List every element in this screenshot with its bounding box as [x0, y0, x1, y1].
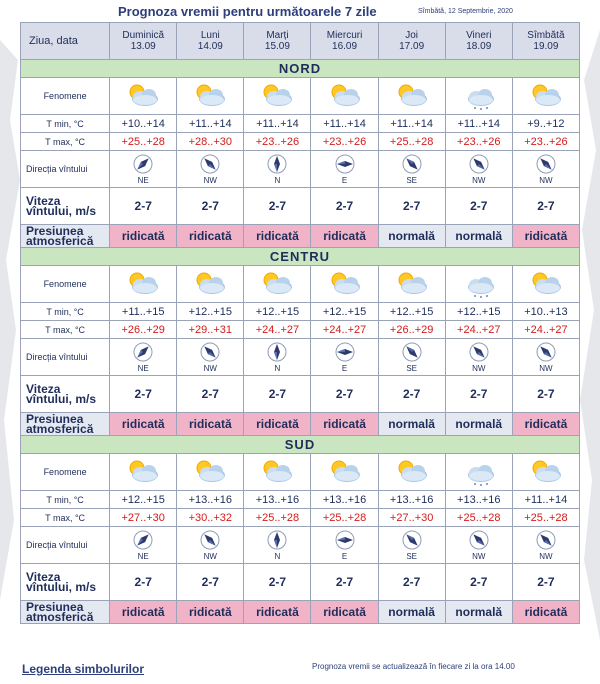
wind-direction-label: NW [472, 364, 486, 373]
wind-direction-cell [177, 339, 244, 376]
tmin-cell: +11..+15 [110, 303, 177, 321]
tmax-cell: +24..+27 [311, 321, 378, 339]
partly-cloudy-icon [392, 457, 432, 487]
partly-cloudy-icon [123, 81, 163, 111]
current-date: Sîmbătă, 12 Septembrie, 2020 [418, 8, 513, 15]
wind-direction-cell [244, 339, 311, 376]
wind-arrow-icon [199, 529, 221, 551]
wind-arrow-icon [199, 153, 221, 175]
wind-direction-cell [110, 151, 177, 188]
row-label: Fenomene [21, 454, 110, 491]
tmin-row [21, 303, 580, 321]
wind-direction-label: SE [406, 176, 417, 185]
tmax-cell: +29..+31 [177, 321, 244, 339]
wind-speed-cell: 2-7 [311, 376, 378, 413]
weather-icon-cell [177, 454, 244, 491]
wind-speed-cell: 2-7 [244, 564, 311, 601]
pressure-cell: ridicată [244, 225, 311, 248]
wind-arrow-icon [401, 341, 423, 363]
weather-icon-cell [445, 454, 512, 491]
weather-icon-cell [445, 266, 512, 303]
pressure-cell: ridicată [110, 601, 177, 624]
region-row [21, 248, 580, 266]
wind-direction-cell [110, 339, 177, 376]
wind-speed-cell: 2-7 [445, 564, 512, 601]
wind-arrow-icon [468, 341, 490, 363]
day-header [378, 23, 445, 60]
tmax-cell: +23..+26 [244, 133, 311, 151]
wind-direction-cell [177, 527, 244, 564]
day-date: 15.09 [264, 41, 290, 52]
wind-arrow-icon [132, 341, 154, 363]
wind-arrow-icon [468, 153, 490, 175]
pressure-cell: normală [378, 601, 445, 624]
row-label: T min, °C [21, 491, 110, 509]
pressure-cell: ridicată [177, 601, 244, 624]
wind-direction-cell [244, 151, 311, 188]
weather-icon-cell [110, 266, 177, 303]
pressure-cell: ridicată [512, 601, 579, 624]
row-label: Viteza vîntului, m/s [21, 188, 110, 225]
day-date: 17.09 [399, 41, 425, 52]
tmin-cell: +13..+16 [378, 491, 445, 509]
cloud-rain-icon [459, 81, 499, 111]
partly-cloudy-icon [190, 457, 230, 487]
wind-arrow-icon [535, 529, 557, 551]
tmax-cell: +25..+28 [512, 509, 579, 527]
wind-arrow-icon [535, 153, 557, 175]
wind-direction-label: NE [137, 176, 149, 185]
tmin-cell: +13..+16 [445, 491, 512, 509]
row-label: T max, °C [21, 133, 110, 151]
page-title: Prognoza vremii pentru următoarele 7 zile [118, 4, 377, 19]
weather-icon-cell [177, 266, 244, 303]
partly-cloudy-icon [123, 269, 163, 299]
row-label: Fenomene [21, 266, 110, 303]
wind-speed-row [21, 564, 580, 601]
pressure-cell: ridicată [512, 413, 579, 436]
tmax-cell: +27..+30 [110, 509, 177, 527]
tmin-cell: +13..+16 [177, 491, 244, 509]
legend-link[interactable]: Legenda simbolurilor [22, 662, 145, 676]
day-header [445, 23, 512, 60]
pressure-cell: normală [445, 225, 512, 248]
tmax-cell: +23..+26 [311, 133, 378, 151]
day-header [244, 23, 311, 60]
wind-speed-cell: 2-7 [445, 376, 512, 413]
page-header [0, 0, 600, 22]
wind-speed-cell: 2-7 [512, 188, 579, 225]
partly-cloudy-icon [190, 81, 230, 111]
wind-speed-cell: 2-7 [244, 376, 311, 413]
wind-arrow-icon [132, 153, 154, 175]
wind-direction-cell [311, 339, 378, 376]
tmax-cell: +23..+26 [445, 133, 512, 151]
partly-cloudy-icon [526, 81, 566, 111]
wind-direction-label: NW [472, 176, 486, 185]
update-note: Prognoza vremii se actualizează în fiecare zi la ora 14.00 [312, 662, 515, 671]
tmax-row [21, 133, 580, 151]
weather-icon-cell [311, 78, 378, 115]
day-header [110, 23, 177, 60]
wind-direction-label: SE [406, 364, 417, 373]
day-name: Vineri [466, 30, 492, 41]
day-date: 16.09 [332, 41, 358, 52]
tmax-row [21, 321, 580, 339]
pressure-cell: ridicată [177, 413, 244, 436]
phenomena-row [21, 78, 580, 115]
wind-speed-cell: 2-7 [110, 188, 177, 225]
weather-icon-cell [378, 454, 445, 491]
wind-speed-cell: 2-7 [177, 564, 244, 601]
wind-arrow-icon [401, 529, 423, 551]
weather-icon-cell [244, 266, 311, 303]
day-name: Miercuri [326, 30, 363, 41]
pressure-row [21, 413, 580, 436]
pressure-cell: ridicată [110, 225, 177, 248]
row-label: Presiunea atmosferică [21, 225, 110, 248]
partly-cloudy-icon [325, 81, 365, 111]
row-label: Viteza vîntului, m/s [21, 564, 110, 601]
pressure-cell: ridicată [512, 225, 579, 248]
tmax-cell: +24..+27 [445, 321, 512, 339]
day-header [512, 23, 579, 60]
day-header [311, 23, 378, 60]
wind-arrow-icon [334, 529, 356, 551]
wind-speed-cell: 2-7 [311, 564, 378, 601]
wind-direction-label: N [274, 364, 281, 373]
region-row [21, 60, 580, 78]
wind-arrow-icon [535, 341, 557, 363]
weather-icon-cell [512, 454, 579, 491]
wind-arrow-icon [132, 529, 154, 551]
partly-cloudy-icon [123, 457, 163, 487]
tmax-cell: +25..+28 [110, 133, 177, 151]
tmax-cell: +25..+28 [445, 509, 512, 527]
weather-icon-cell [512, 266, 579, 303]
phenomena-row [21, 454, 580, 491]
wind-direction-label: NE [137, 364, 149, 373]
cloud-rain-icon [459, 457, 499, 487]
pressure-cell: ridicată [311, 601, 378, 624]
tmin-row [21, 115, 580, 133]
wind-direction-label: E [341, 552, 348, 561]
wind-direction-cell [378, 527, 445, 564]
weather-icon-cell [445, 78, 512, 115]
tmin-cell: +12..+15 [445, 303, 512, 321]
wind-arrow-icon [266, 341, 288, 363]
wind-direction-label: NW [539, 552, 553, 561]
wind-direction-label: N [274, 176, 281, 185]
region-row [21, 436, 580, 454]
wind-direction-label: NW [203, 176, 217, 185]
tmax-cell: +26..+29 [110, 321, 177, 339]
tmin-row [21, 491, 580, 509]
row-label: Viteza vîntului, m/s [21, 376, 110, 413]
wind-arrow-icon [334, 341, 356, 363]
pressure-cell: normală [378, 413, 445, 436]
partly-cloudy-icon [392, 81, 432, 111]
wind-direction-label: E [341, 176, 348, 185]
wind-direction-label: NE [137, 552, 149, 561]
tmin-cell: +12..+15 [311, 303, 378, 321]
day-date: 14.09 [197, 41, 223, 52]
pressure-cell: ridicată [244, 413, 311, 436]
wind-speed-cell: 2-7 [311, 188, 378, 225]
pressure-cell: ridicată [177, 225, 244, 248]
wind-arrow-icon [401, 153, 423, 175]
wind-direction-row [21, 339, 580, 376]
tmin-cell: +12..+15 [378, 303, 445, 321]
tmin-cell: +11..+14 [311, 115, 378, 133]
wind-direction-cell [311, 151, 378, 188]
wind-speed-cell: 2-7 [110, 564, 177, 601]
row-label: Presiunea atmosferică [21, 601, 110, 624]
partly-cloudy-icon [392, 269, 432, 299]
wind-speed-cell: 2-7 [177, 376, 244, 413]
tmax-cell: +25..+28 [311, 509, 378, 527]
partly-cloudy-icon [526, 269, 566, 299]
tmax-cell: +23..+26 [512, 133, 579, 151]
days-header-row [21, 23, 580, 60]
pressure-cell: normală [445, 413, 512, 436]
wind-direction-label: NW [203, 552, 217, 561]
wind-direction-row [21, 151, 580, 188]
day-date: 13.09 [130, 41, 156, 52]
wind-arrow-icon [199, 341, 221, 363]
wind-speed-cell: 2-7 [512, 376, 579, 413]
weather-icon-cell [110, 454, 177, 491]
wind-speed-cell: 2-7 [244, 188, 311, 225]
wind-direction-row [21, 527, 580, 564]
partly-cloudy-icon [526, 457, 566, 487]
weather-icon-cell [378, 78, 445, 115]
wind-speed-cell: 2-7 [445, 188, 512, 225]
wind-direction-cell [512, 151, 579, 188]
wind-speed-cell: 2-7 [378, 376, 445, 413]
region-name: SUD [21, 436, 580, 454]
partly-cloudy-icon [325, 269, 365, 299]
weather-icon-cell [311, 266, 378, 303]
partly-cloudy-icon [257, 81, 297, 111]
wind-direction-cell [378, 339, 445, 376]
weather-icon-cell [512, 78, 579, 115]
day-date: 18.09 [466, 41, 492, 52]
partly-cloudy-icon [257, 269, 297, 299]
weather-icon-cell [378, 266, 445, 303]
tmax-cell: +30..+32 [177, 509, 244, 527]
row-label: T max, °C [21, 321, 110, 339]
wind-speed-cell: 2-7 [378, 188, 445, 225]
wind-direction-cell [445, 339, 512, 376]
day-name: Marți [266, 30, 289, 41]
day-header [177, 23, 244, 60]
partly-cloudy-icon [257, 457, 297, 487]
day-name: Duminică [122, 30, 165, 41]
wind-speed-cell: 2-7 [110, 376, 177, 413]
wind-arrow-icon [468, 529, 490, 551]
day-date: 19.09 [533, 41, 559, 52]
wind-direction-cell [244, 527, 311, 564]
wind-speed-row [21, 188, 580, 225]
tmin-cell: +11..+14 [378, 115, 445, 133]
pressure-cell: ridicată [311, 413, 378, 436]
wind-arrow-icon [266, 529, 288, 551]
tmin-cell: +11..+14 [512, 491, 579, 509]
tmin-cell: +11..+14 [244, 115, 311, 133]
row-label: T min, °C [21, 115, 110, 133]
wind-speed-cell: 2-7 [177, 188, 244, 225]
day-name: Joi [405, 30, 419, 41]
tmin-cell: +11..+14 [445, 115, 512, 133]
tmin-cell: +9..+12 [512, 115, 579, 133]
tmin-cell: +10..+14 [110, 115, 177, 133]
tmax-cell: +25..+28 [378, 133, 445, 151]
day-name: Sîmbătă [527, 30, 565, 41]
pressure-cell: ridicată [244, 601, 311, 624]
wind-speed-cell: 2-7 [378, 564, 445, 601]
weather-icon-cell [244, 78, 311, 115]
wind-direction-cell [512, 527, 579, 564]
region-name: CENTRU [21, 248, 580, 266]
tmin-cell: +13..+16 [244, 491, 311, 509]
pressure-cell: normală [378, 225, 445, 248]
day-name: Luni [200, 30, 220, 41]
wind-direction-label: NW [203, 364, 217, 373]
tmax-cell: +24..+27 [244, 321, 311, 339]
wind-speed-cell: 2-7 [512, 564, 579, 601]
wind-direction-cell [110, 527, 177, 564]
wind-direction-cell [311, 527, 378, 564]
weather-icon-cell [311, 454, 378, 491]
tmax-row [21, 509, 580, 527]
wind-direction-cell [378, 151, 445, 188]
partly-cloudy-icon [190, 269, 230, 299]
tmax-cell: +24..+27 [512, 321, 579, 339]
tmin-cell: +13..+16 [311, 491, 378, 509]
tmin-cell: +12..+15 [244, 303, 311, 321]
header-first-cell: Ziua, data [21, 23, 110, 60]
tmax-cell: +26..+29 [378, 321, 445, 339]
phenomena-row [21, 266, 580, 303]
tmax-cell: +27..+30 [378, 509, 445, 527]
pressure-cell: normală [445, 601, 512, 624]
row-label: Direcția vîntului [21, 339, 110, 376]
wind-direction-label: NW [472, 552, 486, 561]
tmin-cell: +12..+15 [110, 491, 177, 509]
wind-direction-label: N [274, 552, 281, 561]
wind-direction-cell [177, 151, 244, 188]
wind-direction-cell [512, 339, 579, 376]
wind-speed-row [21, 376, 580, 413]
wind-direction-label: SE [406, 552, 417, 561]
wind-direction-label: NW [539, 176, 553, 185]
row-label: T min, °C [21, 303, 110, 321]
partly-cloudy-icon [325, 457, 365, 487]
tmax-cell: +25..+28 [244, 509, 311, 527]
wind-direction-cell [445, 151, 512, 188]
cloud-rain-icon [459, 269, 499, 299]
row-label: Direcția vîntului [21, 527, 110, 564]
pressure-row [21, 225, 580, 248]
wind-direction-cell [445, 527, 512, 564]
wind-arrow-icon [266, 153, 288, 175]
weather-icon-cell [110, 78, 177, 115]
row-label: T max, °C [21, 509, 110, 527]
pressure-cell: ridicată [110, 413, 177, 436]
wind-direction-label: NW [539, 364, 553, 373]
tmax-cell: +28..+30 [177, 133, 244, 151]
wind-direction-label: E [341, 364, 348, 373]
forecast-table [20, 22, 580, 624]
tmin-cell: +11..+14 [177, 115, 244, 133]
wind-arrow-icon [334, 153, 356, 175]
weather-icon-cell [177, 78, 244, 115]
weather-icon-cell [244, 454, 311, 491]
region-name: NORD [21, 60, 580, 78]
tmin-cell: +12..+15 [177, 303, 244, 321]
tmin-cell: +10..+13 [512, 303, 579, 321]
pressure-cell: ridicată [311, 225, 378, 248]
row-label: Direcția vîntului [21, 151, 110, 188]
row-label: Presiunea atmosferică [21, 413, 110, 436]
row-label: Fenomene [21, 78, 110, 115]
pressure-row [21, 601, 580, 624]
